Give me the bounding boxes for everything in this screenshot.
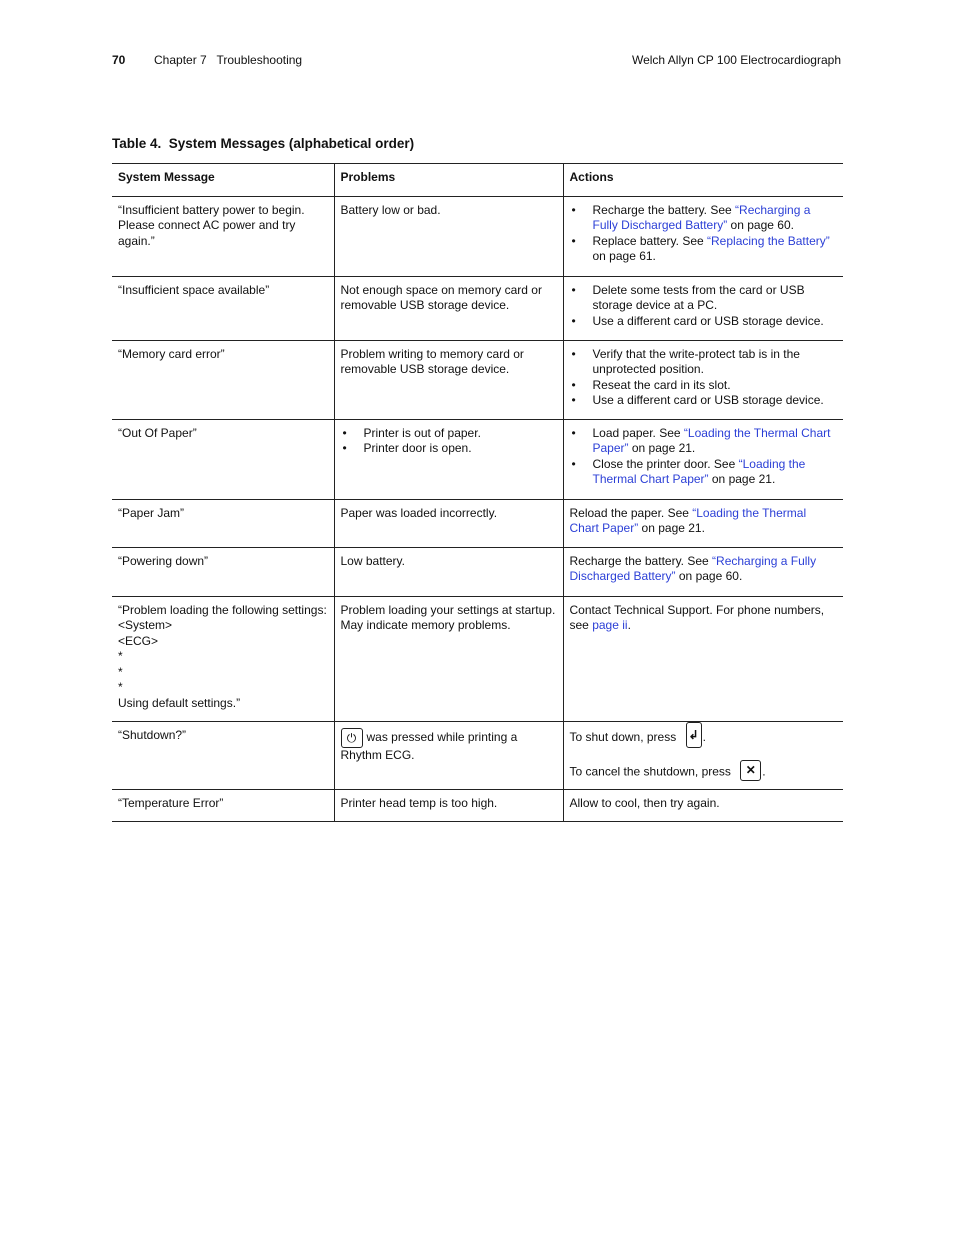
problem-cell: Problem loading your settings at startup. May indicate memory problems. (334, 596, 563, 721)
action-item: • Delete some tests from the card or USB storage device at a PC. (570, 283, 838, 314)
actions-cell (563, 340, 843, 419)
message-cell: “Paper Jam” (112, 499, 334, 547)
action-text: on page 60. (675, 569, 743, 583)
problem-cell: Problem writing to memory card or removable USB storage device. (334, 340, 563, 419)
table-header-row (112, 164, 843, 197)
action-item: • Use a different card or USB storage device. (570, 314, 838, 330)
problem-cell: Not enough space on memory card or removable USB storage device. (334, 276, 563, 340)
action-text: Replace battery. See (592, 233, 708, 248)
column-header-system-message: System Message (112, 164, 334, 197)
action-text: Close the printer door. See (592, 456, 739, 471)
action-text: on page 21. (628, 441, 696, 455)
action-text: Recharge the battery. See (592, 202, 736, 217)
problem-cell: Low battery. (334, 547, 563, 596)
problem-cell: Printer head temp is too high. (334, 789, 563, 821)
problem-cell (334, 419, 563, 499)
cancel-instruction (570, 764, 838, 781)
action-text: Contact Technical Support. For phone numbers, see (569, 602, 825, 632)
table-row (112, 499, 843, 547)
action-text: on page 61. (592, 249, 656, 263)
link-recharging-battery[interactable]: “Recharging a Fully Discharged Battery” (569, 553, 817, 583)
system-messages-table (112, 163, 843, 822)
problem-text: was pressed while printing a Rhythm ECG. (340, 729, 518, 762)
action-item (570, 457, 838, 488)
message-cell: “Insufficient space available” (112, 276, 334, 340)
action-text: on page 21. (708, 472, 776, 486)
document-title: Welch Allyn CP 100 Electrocardiograph (631, 53, 841, 67)
action-text: . (627, 618, 631, 632)
problem-item: • Printer is out of paper. (341, 426, 557, 442)
problem-item: • Printer door is open. (341, 441, 557, 457)
actions-cell (563, 596, 843, 721)
message-cell: “Shutdown?” (112, 721, 334, 789)
actions-cell (563, 721, 843, 789)
table-caption: Table 4. System Messages (alphabetical order) (112, 136, 415, 151)
action-text: To cancel the shutdown, press (569, 764, 735, 779)
column-header-problems: Problems (334, 164, 563, 197)
table-row (112, 196, 843, 276)
action-text: on page 60. (727, 218, 794, 232)
table-row (112, 721, 843, 789)
table-row (112, 789, 843, 821)
actions-cell (563, 547, 843, 596)
message-cell: “Temperature Error” (112, 789, 334, 821)
action-item: • Reseat the card in its slot. (570, 378, 838, 394)
table-row (112, 547, 843, 596)
action-text: To shut down, press (569, 729, 680, 744)
power-key-icon: ⏻ (341, 728, 363, 748)
problem-cell: Paper was loaded incorrectly. (334, 499, 563, 547)
table-row (112, 276, 843, 340)
table-row (112, 340, 843, 419)
actions-cell (563, 499, 843, 547)
table-row (112, 419, 843, 499)
action-item: • Use a different card or USB storage device. (570, 393, 838, 409)
period: . (762, 764, 766, 779)
actions-cell (563, 276, 843, 340)
action-text: Load paper. See (592, 425, 684, 440)
action-item (570, 234, 838, 265)
problem-cell: Battery low or bad. (334, 196, 563, 276)
chapter-heading: Chapter 7 Troubleshooting (154, 53, 303, 67)
message-cell: “Insufficient battery power to begin. Please connect AC power and try again.” (112, 196, 334, 276)
page-number: 70 (112, 53, 126, 67)
enter-key-icon: ↲ (686, 722, 702, 748)
column-header-actions: Actions (563, 164, 843, 197)
actions-cell: Allow to cool, then try again. (563, 789, 843, 821)
link-replacing-battery[interactable]: “Replacing the Battery” (707, 233, 830, 248)
link-loading-paper[interactable]: “Loading the Thermal Chart Paper” (592, 425, 831, 455)
problem-cell (334, 721, 563, 789)
table-row (112, 596, 843, 721)
action-text: on page 21. (638, 521, 705, 535)
link-page-ii[interactable]: page ii (592, 618, 628, 632)
message-cell: “Memory card error” (112, 340, 334, 419)
link-loading-paper[interactable]: “Loading the Thermal Chart Paper” (569, 505, 807, 535)
actions-cell (563, 196, 843, 276)
message-cell: “Out Of Paper” (112, 419, 334, 499)
message-cell: “Problem loading the following settings: <System> <ECG> * * * Using default settings.” (112, 596, 334, 721)
action-text: Recharge the battery. See (569, 553, 713, 568)
link-recharging-battery[interactable]: “Recharging a Fully Discharged Battery” (592, 202, 811, 232)
actions-cell (563, 419, 843, 499)
action-item (570, 203, 838, 234)
message-cell: “Powering down” (112, 547, 334, 596)
cancel-key-icon: ✕ (740, 760, 761, 781)
action-item: • Verify that the write-protect tab is in the unprotected position. (570, 347, 838, 378)
shutdown-instruction (570, 728, 838, 748)
link-loading-paper[interactable]: “Loading the Thermal Chart Paper” (592, 456, 806, 486)
action-text: Reload the paper. See (569, 505, 693, 520)
period: . (702, 729, 706, 744)
action-item (570, 426, 838, 457)
